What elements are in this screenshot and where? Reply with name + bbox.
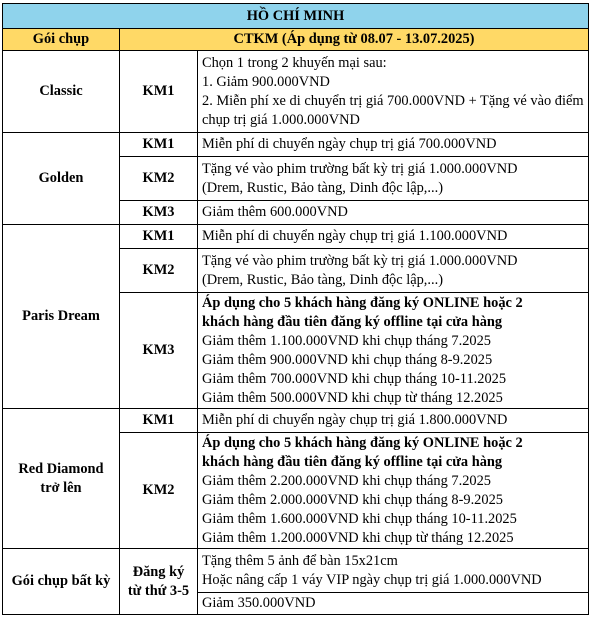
text-line: Giảm thêm 500.000VND khi chụp từ tháng 12.2025	[202, 389, 503, 406]
promo-code: KM1	[120, 133, 198, 157]
promo-code: KM2	[120, 249, 198, 293]
promo-code: KM2	[120, 157, 198, 201]
table-row	[3, 549, 589, 593]
text-line: 1. Giảm 900.000VND	[202, 73, 330, 90]
package-paris-dream: Paris Dream	[3, 225, 120, 409]
table-row	[3, 51, 589, 133]
text-line: 2. Miễn phí xe di chuyển trị giá 700.000VND + Tặng vé vào điểm chụp trị giá 1.000.000VND	[202, 92, 584, 128]
promo-description	[198, 157, 589, 201]
package-red-diamond	[3, 409, 120, 549]
table-row	[3, 225, 589, 249]
package-name-line: Red Diamond	[18, 460, 104, 477]
table-title: HỒ CHÍ MINH	[3, 4, 589, 29]
text-line: Giảm thêm 2.200.000VND khi chụp tháng 7.2025	[202, 472, 491, 489]
promo-description: Giảm 350.000VND	[198, 593, 589, 615]
promo-description: Miễn phí di chuyển ngày chụp trị giá 700.000VND	[198, 133, 589, 157]
code-line: Đăng ký	[132, 563, 185, 580]
promo-description	[198, 293, 589, 409]
promo-code: KM1	[120, 225, 198, 249]
promo-code: KM3	[120, 293, 198, 409]
header-package: Gói chụp	[3, 29, 120, 51]
package-classic: Classic	[3, 51, 120, 133]
text-line: Giảm thêm 2.000.000VND khi chụp tháng 8-9.2025	[202, 491, 503, 508]
package-any: Gói chụp bất kỳ	[3, 549, 120, 615]
text-line: (Drem, Rustic, Bảo tàng, Dinh độc lập,...)	[202, 271, 443, 288]
promo-description	[198, 249, 589, 293]
promo-description: Miễn phí di chuyển ngày chụp trị giá 1.800.000VND	[198, 409, 589, 433]
promo-description: Giảm thêm 600.000VND	[198, 201, 589, 225]
text-line: Giảm thêm 700.000VND khi chụp tháng 10-11.2025	[202, 370, 507, 387]
text-line: Giảm thêm 1.200.000VND khi chụp từ tháng 12.2025	[202, 529, 514, 546]
code-line: từ thứ 3-5	[127, 582, 190, 599]
promo-code: KM1	[120, 51, 198, 133]
text-line: Giảm thêm 1.600.000VND khi chụp tháng 10-11.2025	[202, 510, 517, 527]
highlight-line: khách hàng đầu tiên đăng ký offline tại cửa hàng	[202, 313, 503, 330]
promo-code: KM3	[120, 201, 198, 225]
promo-description: Miễn phí di chuyển ngày chụp trị giá 1.100.000VND	[198, 225, 589, 249]
text-line: Giảm thêm 1.100.000VND khi chụp tháng 7.2025	[202, 332, 491, 349]
table-row	[3, 133, 589, 157]
promo-description	[198, 51, 589, 133]
promo-code: KM2	[120, 433, 198, 549]
text-line: Chọn 1 trong 2 khuyến mại sau:	[202, 54, 387, 71]
text-line: Tặng vé vào phim trường bất kỳ trị giá 1.000.000VND	[202, 252, 518, 269]
text-line: Hoặc nâng cấp 1 váy VIP ngày chụp trị giá 1.000.000VND	[202, 571, 542, 588]
header-promotion: CTKM (Áp dụng từ 08.07 - 13.07.2025)	[120, 29, 589, 51]
text-line: Tặng thêm 5 ảnh để bàn 15x21cm	[202, 552, 398, 569]
highlight-line: khách hàng đầu tiên đăng ký offline tại cửa hàng	[202, 453, 503, 470]
text-line: (Drem, Rustic, Bảo tàng, Dinh độc lập,...)	[202, 179, 443, 196]
highlight-line: Áp dụng cho 5 khách hàng đăng ký ONLINE hoặc 2	[202, 434, 523, 451]
text-line: Giảm thêm 900.000VND khi chụp tháng 8-9.2025	[202, 351, 493, 368]
promo-code	[120, 549, 198, 615]
text-line: Tặng vé vào phim trường bất kỳ trị giá 1.000.000VND	[202, 160, 518, 177]
highlight-line: Áp dụng cho 5 khách hàng đăng ký ONLINE hoặc 2	[202, 294, 523, 311]
package-golden: Golden	[3, 133, 120, 225]
package-name-line: trở lên	[40, 479, 82, 496]
promo-description	[198, 549, 589, 593]
promo-code: KM1	[120, 409, 198, 433]
promotion-table	[2, 3, 589, 615]
table-row	[3, 409, 589, 433]
promo-description	[198, 433, 589, 549]
